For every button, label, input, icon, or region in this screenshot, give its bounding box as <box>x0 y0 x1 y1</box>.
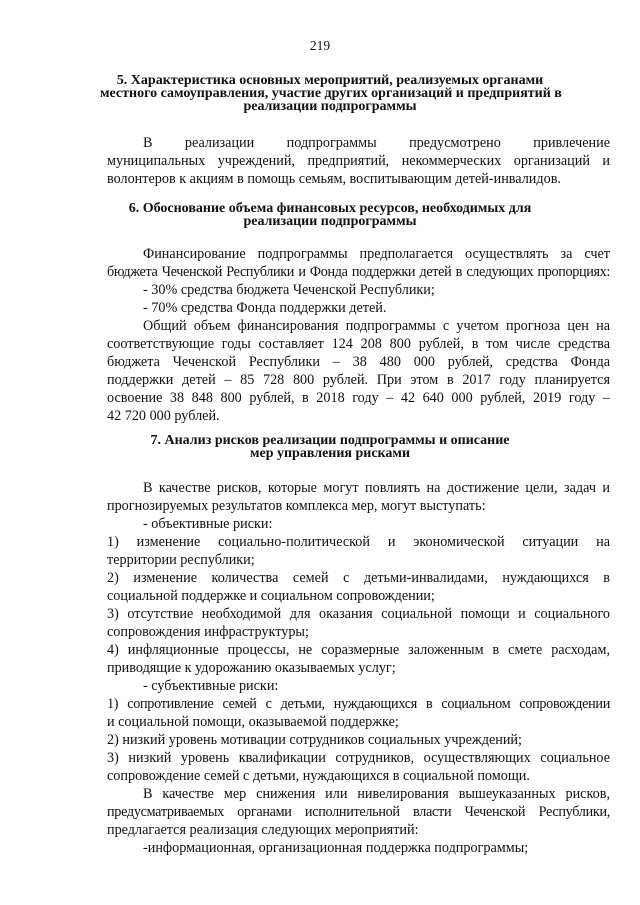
paragraph-line: освоение 38 848 800 рублей, в 2018 году – 42 640 000 рублей, 2019 году – <box>107 390 610 406</box>
list-item: 1) изменение социально-политической и экономической ситуации на <box>107 534 610 550</box>
section-7-body <box>107 479 610 857</box>
list-item: приводящие к удорожанию оказываемых услуг; <box>107 660 396 676</box>
heading-line: 6. Обоснование объема финансовых ресурсов, необходимых для <box>128 201 532 216</box>
paragraph-line: В качестве мер снижения или нивелирования вышеуказанных рисков, <box>143 786 610 802</box>
page-number: 219 <box>309 38 331 53</box>
paragraph-line: прогнозируемых результатов комплекса мер, могут выступать: <box>107 498 486 514</box>
section-6-heading <box>100 202 560 228</box>
list-item: -информационная, организационная поддержка подпрограммы; <box>143 840 529 856</box>
list-item: 3) низкий уровень квалификации сотрудников, осуществляющих социальное <box>107 750 610 766</box>
paragraph-line: предусматриваемых органами исполнительной власти Чеченской Республики, <box>107 804 610 820</box>
list-item: 2) низкий уровень мотивации сотрудников социальных учреждений; <box>107 732 522 748</box>
list-item: и социальной помощи, оказываемой поддержке; <box>107 714 399 730</box>
paragraph-line: бюджета Чеченской Республики и Фонда поддержки детей в следующих пропорциях: <box>107 264 610 280</box>
heading-line: мер управления рисками <box>249 446 411 461</box>
list-item: 3) отсутствие необходимой для оказания социальной помощи и социального <box>107 606 610 622</box>
paragraph-line: соответствующие годы составляет 124 208 800 рублей, в том числе средства <box>107 336 610 352</box>
heading-line: реализации подпрограммы <box>243 99 417 114</box>
list-item: сопровождение семей с детьми, нуждающихся в социальной помощи. <box>107 768 530 784</box>
section-5-paragraph <box>107 134 610 188</box>
list-item: 2) изменение количества семей с детьми-инвалидами, нуждающихся в <box>107 570 610 586</box>
section-5-heading <box>100 74 560 113</box>
list-item: социальной поддержке и социальном сопровождении; <box>107 588 435 604</box>
list-heading: - субъективные риски: <box>143 678 279 694</box>
list-heading: - объективные риски: <box>143 516 273 532</box>
paragraph-line: муниципальных учреждений, предприятий, некоммерческих организаций и <box>107 153 610 169</box>
section-6-paragraph-2 <box>107 317 610 425</box>
list-item: 4) инфляционные процессы, не соразмерные заложенным в смете расходам, <box>107 642 610 658</box>
heading-line: 7. Анализ рисков реализации подпрограммы и описание <box>150 433 510 448</box>
paragraph-line: бюджета Чеченской Республики – 38 480 000 рублей, средства Фонда <box>107 354 610 370</box>
paragraph-line: поддержки детей – 85 728 800 рублей. При этом в 2017 году планируется <box>107 372 610 388</box>
section-7-heading <box>100 434 560 460</box>
paragraph-line: В качестве рисков, которые могут повлиять на достижение цели, задач и <box>143 480 610 496</box>
paragraph-line: В реализации подпрограммы предусмотрено привлечение <box>143 135 610 151</box>
heading-line: реализации подпрограммы <box>243 214 417 229</box>
paragraph-line: предлагается реализация следующих мероприятий: <box>107 822 419 838</box>
heading-line: местного самоуправления, участие других организаций и предприятий в <box>100 86 562 101</box>
list-item: - 30% средства бюджета Чеченской Республики; <box>143 282 435 298</box>
paragraph-line: Финансирование подпрограммы предполагается осуществлять за счет <box>143 246 610 262</box>
paragraph-line: волонтеров к акциям в помощь семьям, воспитывающим детей-инвалидов. <box>107 171 561 187</box>
heading-line: 5. Характеристика основных мероприятий, реализуемых органами <box>116 73 544 88</box>
list-item: 1) сопротивление семей с детьми, нуждающихся в социальном сопровождении <box>107 696 610 712</box>
paragraph-line: Общий объем финансирования подпрограммы с учетом прогноза цен на <box>143 318 610 334</box>
list-item: территории республики; <box>107 552 255 568</box>
section-6-paragraph-1 <box>107 245 610 317</box>
paragraph-line: 42 720 000 рублей. <box>107 408 220 424</box>
list-item: - 70% средства Фонда поддержки детей. <box>143 300 387 316</box>
list-item: сопровождения инфраструктуры; <box>107 624 309 640</box>
